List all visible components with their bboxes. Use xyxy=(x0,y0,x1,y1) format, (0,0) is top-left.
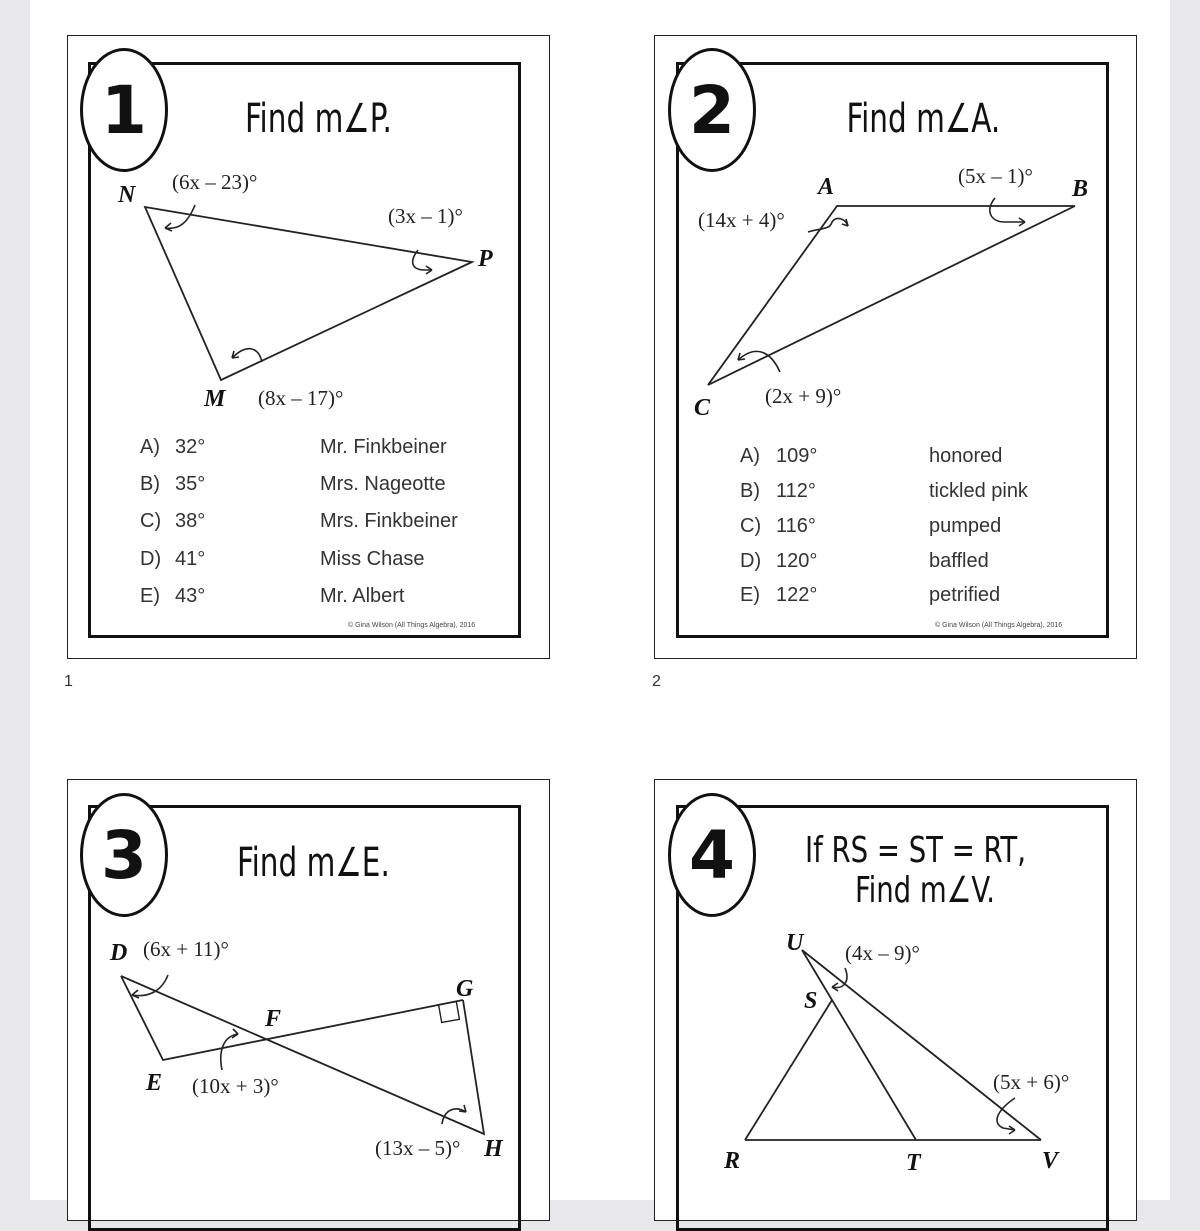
card-1-choice-e-name: Mr. Albert xyxy=(320,585,405,607)
vertex-c: C xyxy=(694,395,711,421)
angle-m-label: (8x – 17)° xyxy=(258,386,344,410)
card-2-title: Find m∠A. xyxy=(846,96,1001,142)
angle-d-label: (6x + 11)° xyxy=(143,937,229,961)
card-1-title: Find m∠P. xyxy=(244,96,392,142)
card-2-choice-c-name: pumped xyxy=(929,515,1002,537)
card-2-credit: © Gina Wilson (All Things Algebra), 2016 xyxy=(935,622,1063,629)
card-4-number: 4 xyxy=(689,816,735,894)
card-4-title-line-1: If RS = ST = RT, xyxy=(805,830,1026,871)
vertex-t: T xyxy=(906,1150,921,1176)
angle-c-label: (2x + 9)° xyxy=(765,384,842,408)
card-2-choice-b-letter: B) xyxy=(740,480,760,502)
card-1-choice-a-letter: A) xyxy=(140,436,160,458)
angle-p-label: (3x – 1)° xyxy=(388,204,463,228)
card-1-choice-a-name: Mr. Finkbeiner xyxy=(320,436,447,458)
vertex-s: S xyxy=(804,988,818,1014)
vertex-e: E xyxy=(146,1070,163,1096)
angle-n-label: (6x – 23)° xyxy=(172,170,258,194)
card-2-choice-a-name: honored xyxy=(929,445,1003,467)
segment-r-s xyxy=(745,1000,832,1140)
angle-a-label: (14x + 4)° xyxy=(698,208,785,232)
card-2-choice-a-value: 109° xyxy=(776,445,818,467)
card-2-choice-d-name: baffled xyxy=(929,550,989,572)
card-3-number: 3 xyxy=(101,816,147,894)
card-1-credit: © Gina Wilson (All Things Algebra), 2016 xyxy=(348,622,476,629)
angle-h-label: (13x – 5)° xyxy=(375,1136,461,1160)
card-2-choice-e-value: 122° xyxy=(776,584,818,606)
card-1-choice-b-letter: B) xyxy=(140,473,160,495)
vertex-d: D xyxy=(110,940,128,966)
angle-v-label: (5x + 6)° xyxy=(993,1070,1070,1094)
angle-e-label: (10x + 3)° xyxy=(192,1074,279,1098)
vertex-u: U xyxy=(786,930,804,956)
card-1-choice-a-value: 32° xyxy=(175,436,206,458)
card-1-choice-c-name: Mrs. Finkbeiner xyxy=(320,510,458,532)
segment-u-v xyxy=(802,950,1041,1140)
card-2-choice-e-letter: E) xyxy=(740,584,760,606)
card-1-choice-d-name: Miss Chase xyxy=(320,548,425,570)
vertex-m: M xyxy=(204,386,226,412)
card-2-number: 2 xyxy=(689,71,735,149)
card-2-choice-b-value: 112° xyxy=(776,480,816,502)
card-1-choice-c-letter: C) xyxy=(140,510,162,532)
card-1-choice-b-value: 35° xyxy=(175,473,206,495)
card-2-choice-e-name: petrified xyxy=(929,584,1001,606)
card-1-number: 1 xyxy=(101,71,147,149)
vertex-f: F xyxy=(265,1006,282,1032)
vertex-p: P xyxy=(478,246,493,272)
segment-u-t xyxy=(802,950,916,1140)
vertex-h: H xyxy=(484,1136,503,1162)
card-2-choice-d-letter: D) xyxy=(740,550,762,572)
card-1-choice-e-letter: E) xyxy=(140,585,160,607)
angle-u-label: (4x – 9)° xyxy=(845,941,920,965)
card-1-choice-c-value: 38° xyxy=(175,510,206,532)
vertex-a: A xyxy=(818,174,835,200)
card-1-choice-e-value: 43° xyxy=(175,585,206,607)
page-number-1: 1 xyxy=(64,673,73,690)
vertex-n: N xyxy=(118,182,136,208)
angle-v-arc-arrow xyxy=(997,1098,1015,1130)
card-3-title: Find m∠E. xyxy=(236,840,390,886)
card-1-choice-b-name: Mrs. Nageotte xyxy=(320,473,446,495)
card-2-choice-c-value: 116° xyxy=(776,515,816,537)
card-4-title-line-2: Find m∠V. xyxy=(854,870,996,911)
card-2-choice-d-value: 120° xyxy=(776,550,818,572)
vertex-g: G xyxy=(456,976,474,1002)
card-2-choice-c-letter: C) xyxy=(740,515,762,537)
card-2-choice-b-name: tickled pink xyxy=(929,480,1028,502)
page-number-2: 2 xyxy=(652,673,661,690)
vertex-b: B xyxy=(1072,176,1089,202)
vertex-v: V xyxy=(1042,1148,1059,1174)
card-1-choice-d-letter: D) xyxy=(140,548,162,570)
angle-b-label: (5x – 1)° xyxy=(958,164,1033,188)
card-2-choice-a-letter: A) xyxy=(740,445,760,467)
vertex-r: R xyxy=(724,1148,741,1174)
card-1-choice-d-value: 41° xyxy=(175,548,206,570)
